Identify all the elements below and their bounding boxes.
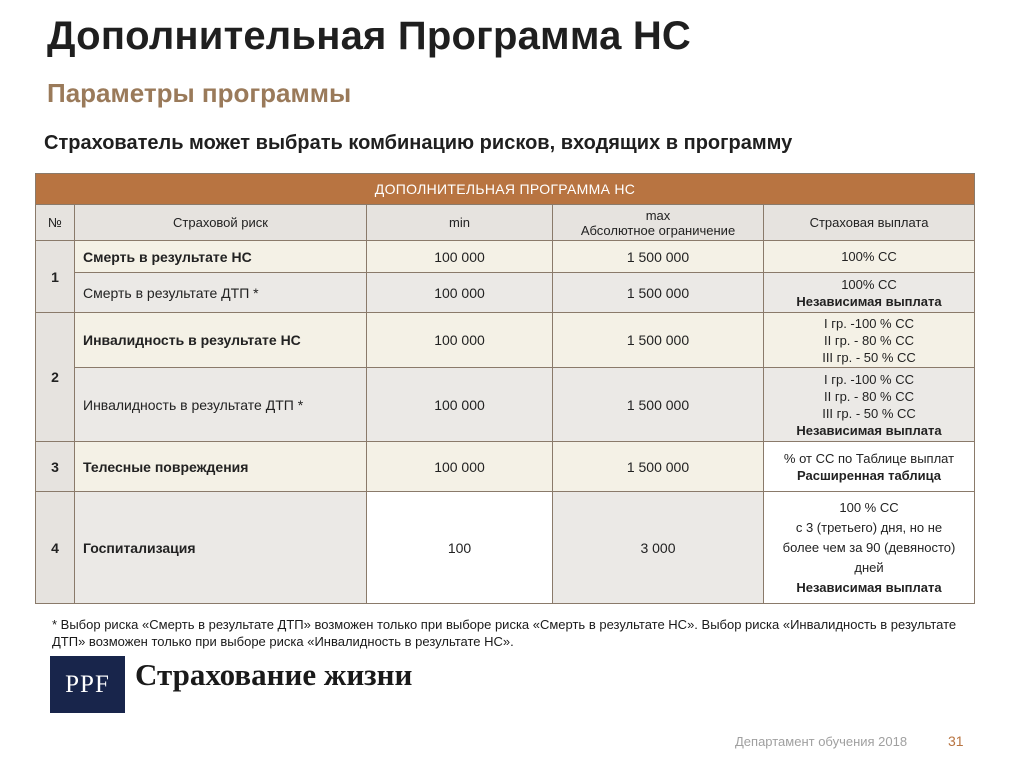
- row-group-number: 2: [36, 313, 75, 442]
- page-title: Дополнительная Программа НС: [47, 14, 692, 58]
- risk-name: Госпитализация: [75, 492, 367, 604]
- payout-line: I гр. -100 % СС: [824, 315, 914, 331]
- max-value: 1 500 000: [553, 241, 764, 273]
- payout-cell: [764, 241, 975, 273]
- payout-line: Независимая выплата: [796, 293, 942, 309]
- risk-name: Телесные повреждения: [75, 442, 367, 492]
- col-header-min: min: [367, 205, 553, 241]
- ppf-logo: [50, 656, 125, 713]
- col-header-max-label: max: [645, 207, 671, 223]
- risk-name: Инвалидность в результате НС: [75, 313, 367, 368]
- min-value: 100 000: [367, 442, 553, 492]
- payout-cell: [764, 492, 975, 604]
- payout-line: 100% СС: [841, 276, 897, 292]
- footer-department: Департамент обучения 2018: [735, 734, 908, 749]
- table-row: [36, 313, 975, 368]
- col-header-risk: Страховой риск: [75, 205, 367, 241]
- col-header-num: №: [36, 205, 75, 241]
- table-header-row: [36, 205, 975, 241]
- payout-line: более чем за 90 (девяносто): [782, 539, 956, 555]
- col-header-payout: Страховая выплата: [764, 205, 975, 241]
- payout-cell: [764, 442, 975, 492]
- risk-name: Смерть в результате ДТП *: [75, 273, 367, 313]
- table-row: [36, 442, 975, 492]
- row-group-number: 1: [36, 241, 75, 313]
- col-header-max: [553, 205, 764, 241]
- max-value: 1 500 000: [553, 442, 764, 492]
- max-value: 1 500 000: [553, 273, 764, 313]
- table-row: [36, 368, 975, 442]
- col-header-max-sublabel: Абсолютное ограничение: [580, 222, 736, 238]
- risk-name: Инвалидность в результате ДТП *: [75, 368, 367, 442]
- program-table: [35, 173, 975, 604]
- table-banner: ДОПОЛНИТЕЛЬНАЯ ПРОГРАММА НС: [36, 174, 975, 205]
- min-value: 100 000: [367, 313, 553, 368]
- payout-cell: [764, 368, 975, 442]
- payout-line: Независимая выплата: [796, 579, 942, 595]
- payout-line: III гр. - 50 % СС: [822, 405, 916, 421]
- payout-line: III гр. - 50 % СС: [822, 349, 916, 365]
- footnote: * Выбор риска «Смерть в результате ДТП» возможен только при выборе риска «Смерть в результате НС». Выбор риска «Инвалидность в результате ДТП» возможен только при выборе риска «Инвалидность в результате НС».: [52, 617, 957, 649]
- max-value: 3 000: [553, 492, 764, 604]
- min-value: 100 000: [367, 368, 553, 442]
- min-value: 100: [367, 492, 553, 604]
- logo-mark: PPF: [65, 670, 110, 698]
- page-number: 31: [948, 733, 964, 749]
- table-row: [36, 492, 975, 604]
- payout-line: II гр. - 80 % СС: [824, 388, 914, 404]
- min-value: 100 000: [367, 241, 553, 273]
- row-group-number: 3: [36, 442, 75, 492]
- table-row: [36, 273, 975, 313]
- payout-line: I гр. -100 % СС: [824, 371, 914, 387]
- min-value: 100 000: [367, 273, 553, 313]
- brand-name: Страхование жизни: [135, 657, 413, 692]
- max-value: 1 500 000: [553, 313, 764, 368]
- payout-line: Расширенная таблица: [796, 467, 942, 483]
- payout-line: Независимая выплата: [796, 422, 942, 438]
- payout-line: 100 % СС: [839, 499, 899, 515]
- risk-name: Смерть в результате НС: [75, 241, 367, 273]
- table-row: [36, 241, 975, 273]
- payout-cell: [764, 273, 975, 313]
- payout-line: II гр. - 80 % СС: [824, 332, 914, 348]
- intro-text: Страхователь может выбрать комбинацию рисков, входящих в программу: [44, 132, 793, 154]
- payout-line: дней: [854, 559, 884, 575]
- payout-line: 100% СС: [841, 249, 897, 264]
- payout-line: с 3 (третьего) дня, но не: [795, 519, 943, 535]
- payout-line: % от СС по Таблице выплат: [783, 450, 955, 466]
- payout-cell: [764, 313, 975, 368]
- page-subtitle: Параметры программы: [47, 78, 352, 108]
- row-group-number: 4: [36, 492, 75, 604]
- max-value: 1 500 000: [553, 368, 764, 442]
